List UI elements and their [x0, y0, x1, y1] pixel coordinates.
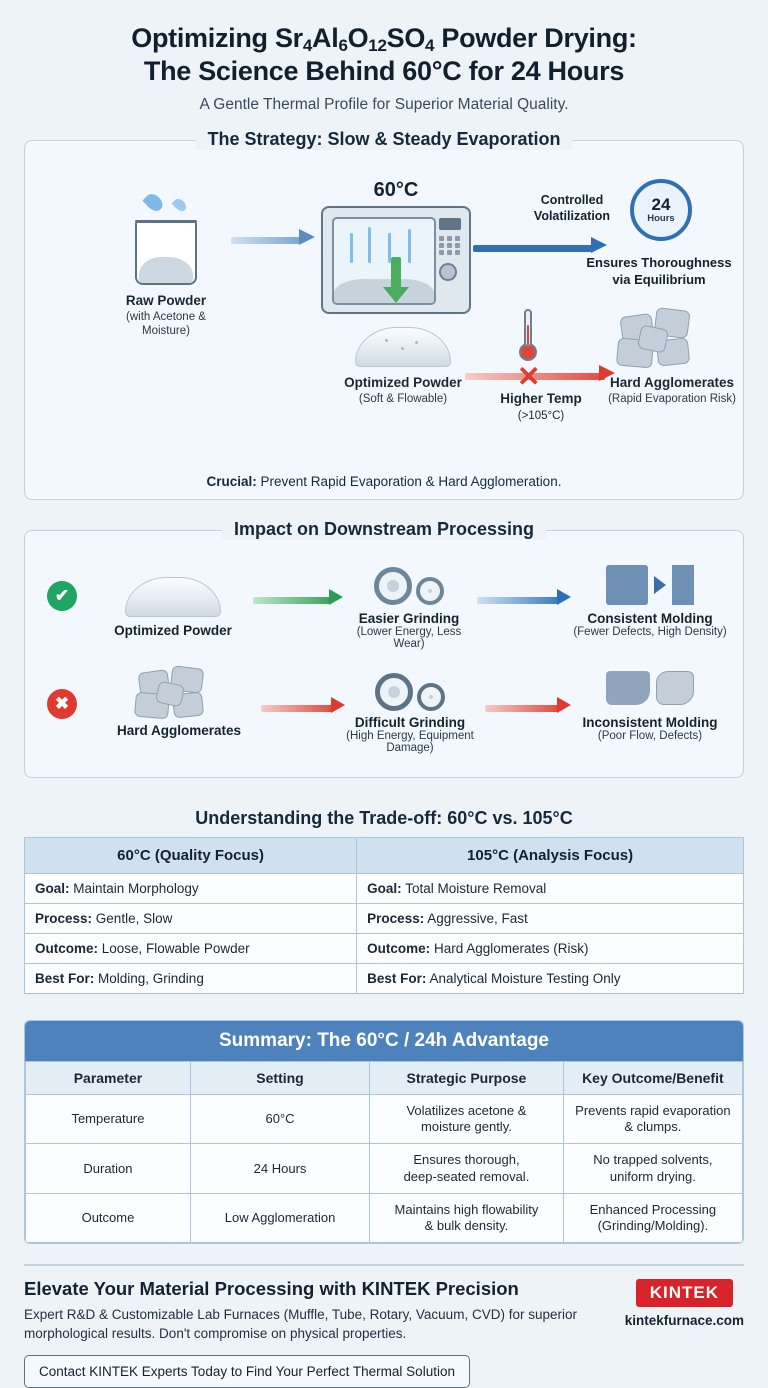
steam-icon — [350, 233, 353, 263]
table-header-row — [25, 837, 744, 873]
hard-agglomerates-icon — [135, 667, 223, 719]
hard-agglomerates-node: Hard Agglomerates — [99, 667, 259, 738]
oven-display — [439, 218, 461, 230]
arrow-raw-to-oven-head — [299, 229, 315, 245]
broken-mold-icon — [565, 665, 735, 711]
optimized-powder — [323, 323, 483, 406]
table-row — [25, 903, 744, 933]
mold-icon — [565, 563, 735, 607]
good-path-row — [25, 557, 743, 652]
table-row — [26, 1144, 743, 1194]
duration-clock — [625, 179, 697, 241]
raw-powder-label: Raw Powder — [125, 292, 207, 308]
summary-cell: Low Agglomeration — [190, 1193, 369, 1243]
tradeoff-col2-header: 105°C (Analysis Focus) — [357, 837, 744, 873]
footer-headline: Elevate Your Material Processing with KINTEK Precision — [24, 1278, 519, 1300]
tradeoff-cell: Process: Gentle, Slow — [25, 903, 357, 933]
table-header-row — [26, 1061, 743, 1094]
clock-icon — [630, 179, 692, 241]
arrow-oven-to-powder-head — [383, 287, 409, 303]
summary-col-purpose: Strategic Purpose — [370, 1061, 564, 1094]
higher-temp-label: Higher Temp (>105°C) — [500, 390, 582, 422]
title-line2: The Science Behind 60°C for 24 Hours — [143, 55, 625, 86]
x-mark-icon: ✕ — [517, 360, 541, 392]
beaker-powder-fill — [139, 257, 193, 283]
downstream-section — [24, 518, 744, 778]
oven-control-panel[interactable] — [439, 218, 461, 281]
summary-cell: Temperature — [26, 1094, 191, 1144]
inconsistent-molding-node: Inconsistent Molding (Poor Flow, Defects) — [565, 665, 735, 742]
hard-agglomerates-sub: (Rapid Evaporation Risk) — [608, 392, 736, 405]
gear-icon — [374, 567, 412, 605]
raw-powder-sub: (with Acetone & Moisture) — [126, 310, 206, 338]
tradeoff-cell: Best For: Analytical Moisture Testing Only — [357, 963, 744, 993]
tradeoff-cell: Goal: Total Moisture Removal — [357, 873, 744, 903]
steam-icon — [368, 227, 371, 263]
tradeoff-cell: Goal: Maintain Morphology — [25, 873, 357, 903]
table-row — [26, 1193, 743, 1243]
page-subtitle: A Gentle Thermal Profile for Superior Material Quality. — [199, 95, 569, 113]
optimized-powder-sub: (Soft & Flowable) — [358, 392, 448, 405]
summary-cell: Enhanced Processing (Grinding/Molding). — [563, 1193, 742, 1243]
strategy-section-title: The Strategy: Slow & Steady Evaporation — [195, 129, 572, 150]
summary-col-parameter: Parameter — [26, 1061, 191, 1094]
tradeoff-cell: Process: Aggressive, Fast — [357, 903, 744, 933]
summary-cell: Prevents rapid evaporation & clumps. — [563, 1094, 742, 1144]
ensures-thoroughness-label: Ensures Thoroughness via Equilibrium — [586, 254, 732, 287]
oven-buttons[interactable] — [439, 236, 461, 255]
footer-body: Expert R&D & Customizable Lab Furnaces (Muffle, Tube, Rotary, Vacuum, CVD) for superior morphological results. Don't compromise on physical properties. — [24, 1307, 577, 1341]
arrow-bad-2 — [485, 705, 559, 712]
tradeoff-section — [24, 808, 744, 994]
powder-pile-icon — [125, 573, 221, 617]
arrow-good-1 — [253, 597, 331, 604]
summary-table — [25, 1061, 743, 1244]
clock-unit: Hours — [647, 212, 675, 224]
hard-agglomerates-label: Hard Agglomerates — [609, 374, 735, 390]
tradeoff-col1-header: 60°C (Quality Focus) — [25, 837, 357, 873]
summary-cell: Maintains high flowability & bulk density. — [370, 1193, 564, 1243]
beaker-icon — [135, 223, 197, 285]
arrow-raw-to-oven — [231, 237, 301, 244]
oven-temperature-label: 60°C — [373, 178, 419, 201]
summary-col-setting: Setting — [190, 1061, 369, 1094]
crucial-note: Crucial: Prevent Rapid Evaporation & Hard Agglomeration. — [206, 473, 562, 489]
table-row — [25, 963, 744, 993]
gear-small-icon — [417, 683, 445, 711]
oven-knob[interactable] — [439, 263, 457, 281]
summary-cell: Volatilizes acetone & moisture gently. — [370, 1094, 564, 1144]
table-row — [25, 933, 744, 963]
cta-button[interactable]: Contact KINTEK Experts Today to Find Your Perfect Thermal Solution — [24, 1355, 470, 1388]
failure-badge-icon: ✖ — [47, 689, 77, 719]
table-row — [25, 873, 744, 903]
summary-cell: Ensures thorough, deep-seated removal. — [370, 1144, 564, 1194]
clock-number: 24 — [651, 194, 671, 214]
controlled-volatilization-label: Controlled Volatilization — [533, 192, 611, 223]
tradeoff-cell: Outcome: Hard Agglomerates (Risk) — [357, 933, 744, 963]
kintek-logo: KINTEK — [636, 1279, 733, 1307]
tradeoff-cell: Best For: Molding, Grinding — [25, 963, 357, 993]
summary-cell: Duration — [26, 1144, 191, 1194]
brand-block — [625, 1279, 744, 1328]
strategy-section — [24, 128, 744, 500]
gear-icon — [375, 673, 413, 711]
arrow-oven-to-clock — [473, 245, 593, 252]
arrow-oven-to-clock-head — [591, 237, 607, 253]
summary-cell: Outcome — [26, 1193, 191, 1243]
arrow-good-1-head — [329, 589, 343, 605]
arrow-good-2 — [477, 597, 559, 604]
tradeoff-cell: Outcome: Loose, Flowable Powder — [25, 933, 357, 963]
water-drop-icon — [142, 191, 165, 214]
difficult-grinding-node: Difficult Grinding (High Energy, Equipment Damage) — [337, 673, 483, 754]
kintek-url[interactable]: kintekfurnace.com — [624, 1313, 744, 1328]
tradeoff-table — [24, 837, 744, 994]
summary-cell: 24 Hours — [190, 1144, 369, 1194]
page-title — [24, 22, 744, 88]
steam-icon — [408, 229, 411, 263]
arrow-bad-1 — [261, 705, 333, 712]
success-badge-icon: ✔ — [47, 581, 77, 611]
easier-grinding-node: Easier Grinding (Lower Energy, Less Wear) — [345, 567, 473, 650]
tradeoff-section-title: Understanding the Trade-off: 60°C vs. 105°C — [195, 807, 573, 828]
summary-cell: No trapped solvents, uniform drying. — [563, 1144, 742, 1194]
summary-cell: 60°C — [190, 1094, 369, 1144]
title-line1: Optimizing $Sr_4Al_6O_{12}SO_4$ Powder Drying: — [131, 23, 637, 55]
consistent-molding-node: Consistent Molding (Fewer Defects, High Density) — [565, 563, 735, 638]
optimized-powder-label: Optimized Powder — [344, 374, 462, 390]
powder-pile-icon — [355, 323, 451, 367]
summary-col-outcome: Key Outcome/Benefit — [563, 1061, 742, 1094]
gear-small-icon — [416, 577, 444, 605]
table-row — [26, 1094, 743, 1144]
hard-agglomerates-label-group — [597, 375, 747, 406]
raw-powder-beaker — [111, 193, 221, 339]
thermometer-icon — [517, 309, 539, 361]
optimized-powder-node: Optimized Powder — [93, 573, 253, 638]
arrow-oven-to-powder — [391, 257, 401, 289]
summary-title: Summary: The 60°C / 24h Advantage — [25, 1021, 743, 1061]
header — [0, 0, 768, 120]
summary-section — [24, 1020, 744, 1245]
downstream-section-title: Impact on Downstream Processing — [222, 519, 546, 540]
water-drop-small-icon — [172, 196, 189, 213]
bad-path-row — [25, 665, 743, 765]
